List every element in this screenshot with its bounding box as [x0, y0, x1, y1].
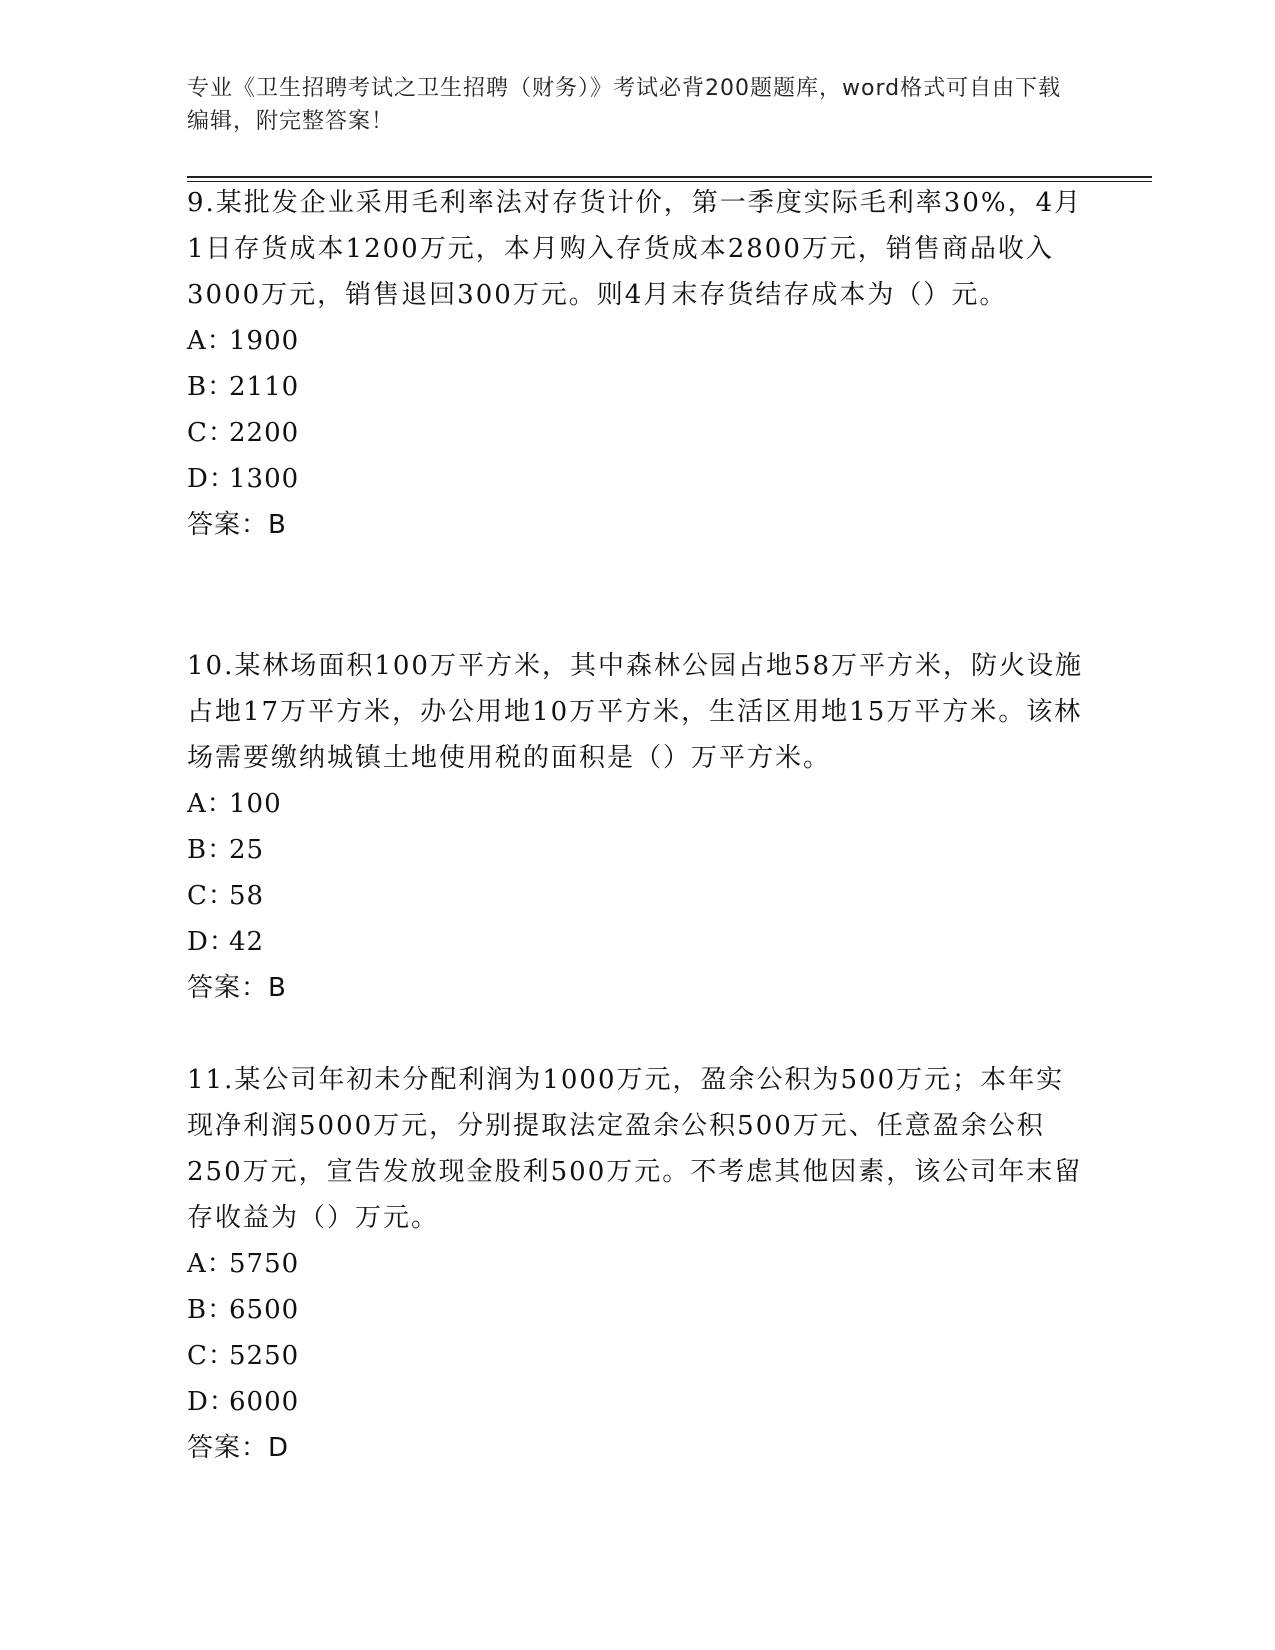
option-a: [187, 781, 1087, 827]
option-value: 25: [229, 835, 265, 865]
option-value: 2110: [229, 372, 300, 402]
option-key: D：: [187, 464, 236, 494]
option-value: 58: [229, 881, 265, 911]
option-key: B：: [187, 372, 235, 402]
option-key: C：: [187, 418, 235, 448]
option-value: 2200: [229, 418, 300, 448]
option-key: D：: [187, 927, 236, 957]
option-b: [187, 827, 1087, 873]
option-key: B：: [187, 1295, 235, 1325]
question-11: [187, 1057, 1087, 1471]
answer-line: 答案：D: [187, 1433, 290, 1463]
question-stem: 10.某林场面积100万平方米，其中森林公园占地58万平方米，防火设施占地17万平方米，办公用地10万平方米，生活区用地15万平方米。该林场需要缴纳城镇土地使用税的面积是（）万平方米。: [187, 651, 1084, 773]
option-key: A：: [187, 789, 234, 819]
option-b: [187, 364, 1087, 410]
option-value: 6500: [229, 1295, 300, 1325]
option-key: A：: [187, 326, 234, 356]
option-a: [187, 1241, 1087, 1287]
option-value: 42: [229, 927, 265, 957]
header-divider-thick: [187, 176, 1152, 178]
option-key: D：: [187, 1387, 236, 1417]
option-value: 5750: [229, 1249, 300, 1279]
option-key: A：: [187, 1249, 234, 1279]
question-stem: 11.某公司年初未分配利润为1000万元，盈余公积为500万元；本年实现净利润5000万元，分别提取法定盈余公积500万元、任意盈余公积250万元，宣告发放现金股利500万元。不考虑其他因素，该公司年末留存收益为（）万元。: [187, 1065, 1083, 1233]
header-note: 专业《卫生招聘考试之卫生招聘（财务）》考试必背200题题库，word格式可自由下载编辑，附完整答案！: [187, 76, 1062, 134]
option-value: 1900: [229, 326, 300, 356]
option-d: [187, 919, 1087, 965]
option-value: 100: [229, 789, 282, 819]
option-c: [187, 873, 1087, 919]
option-value: 6000: [229, 1387, 300, 1417]
option-value: 1300: [229, 464, 300, 494]
option-d: [187, 1379, 1087, 1425]
option-b: [187, 1287, 1087, 1333]
option-value: 5250: [229, 1341, 300, 1371]
question-10: [187, 643, 1087, 1011]
option-a: [187, 318, 1087, 364]
question-9: [187, 180, 1087, 548]
answer-line: 答案：B: [187, 510, 287, 540]
answer-line: 答案：B: [187, 973, 287, 1003]
option-c: [187, 410, 1087, 456]
option-key: B：: [187, 835, 235, 865]
option-key: C：: [187, 1341, 235, 1371]
option-c: [187, 1333, 1087, 1379]
question-stem: 9.某批发企业采用毛利率法对存货计价，第一季度实际毛利率30%，4月1日存货成本1200万元，本月购入存货成本2800万元，销售商品收入3000万元，销售退回300万元。则4月末存货结存成本为（）元。: [187, 188, 1083, 310]
option-d: [187, 456, 1087, 502]
option-key: C：: [187, 881, 235, 911]
